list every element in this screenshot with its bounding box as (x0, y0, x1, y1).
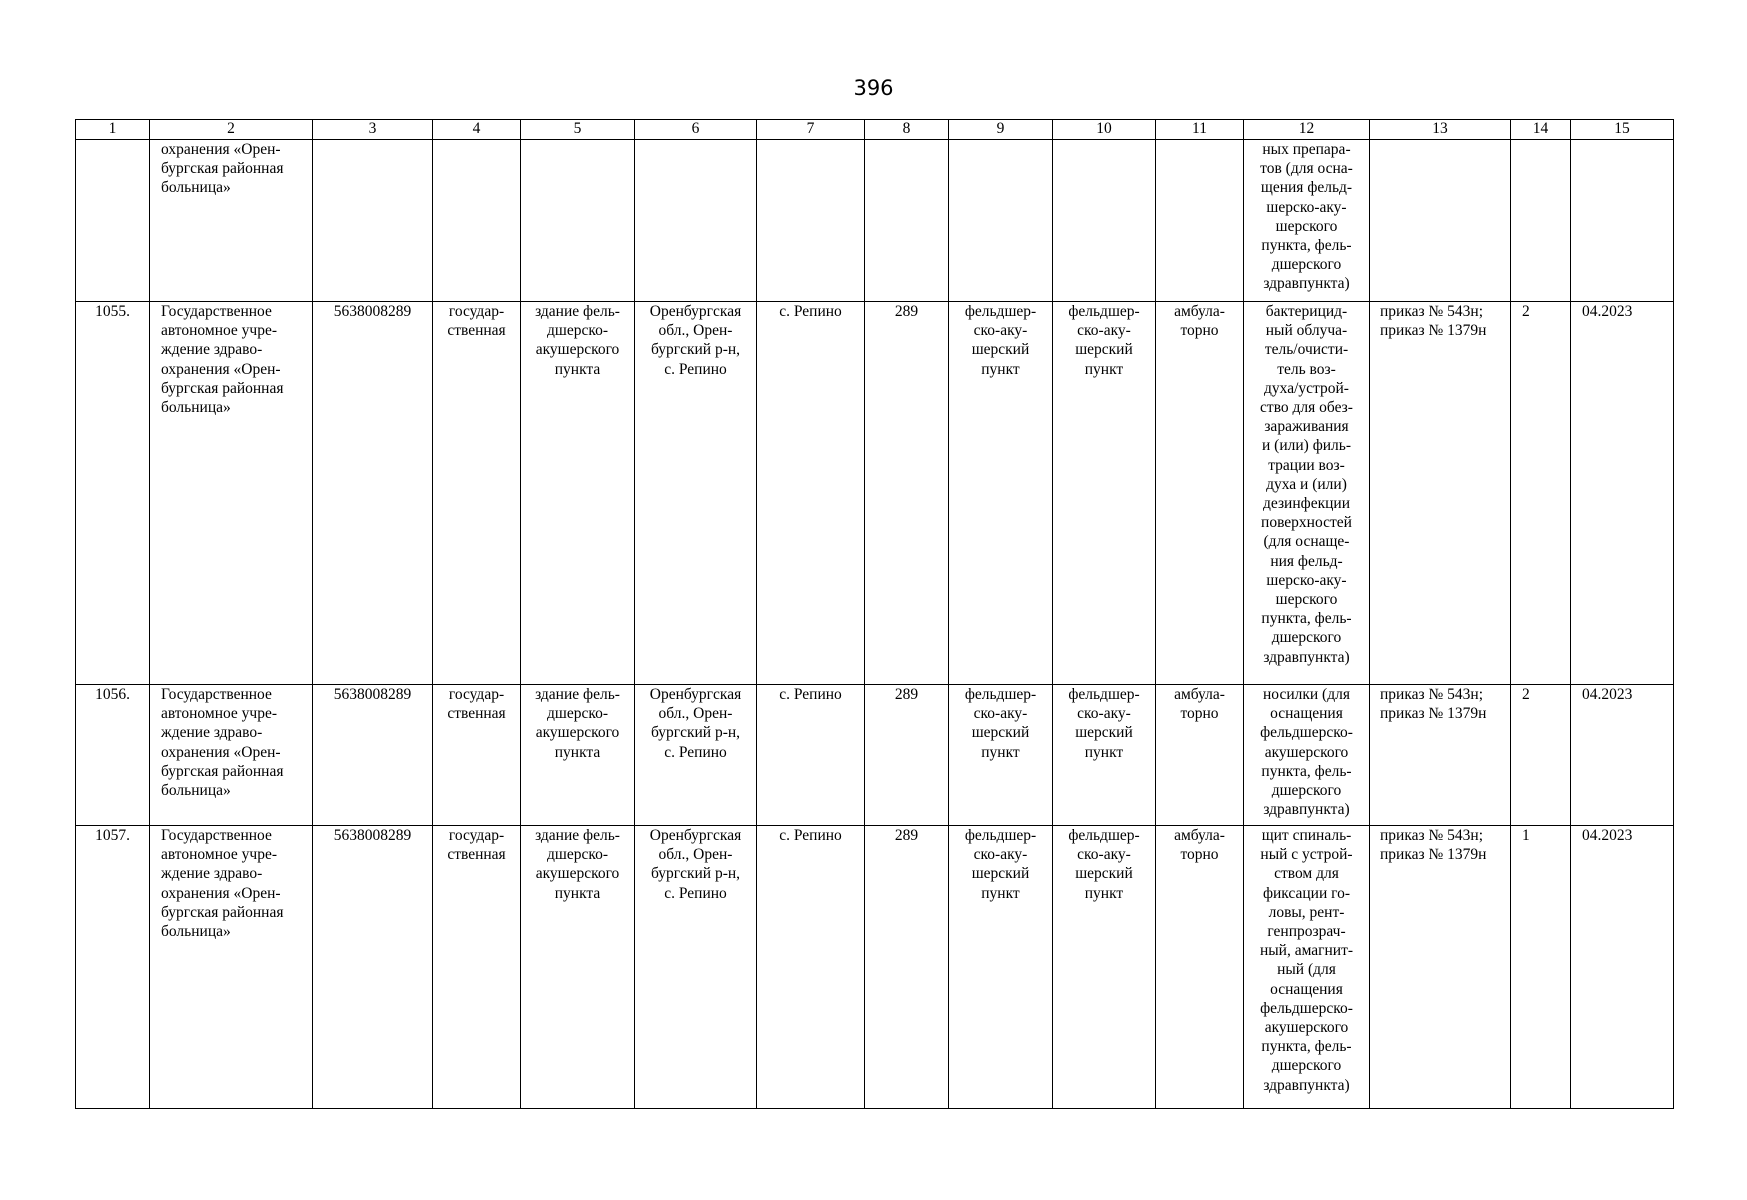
cell-text: здание фель- дшерско- акушерского пункта (535, 827, 620, 902)
column-header-2: 2 (150, 120, 313, 140)
cell-unit-type (949, 302, 1053, 685)
cell-date (1571, 140, 1674, 302)
cell-text: с. Репино (779, 303, 842, 320)
cell-organization (150, 302, 313, 685)
column-header-12: 12 (1244, 120, 1370, 140)
cell-care-condition (1156, 140, 1244, 302)
cell-text: 5638008289 (333, 686, 412, 703)
cell-text: фельдшер- ско-аку- шерский пункт (964, 827, 1037, 902)
cell-text: 2 (1522, 686, 1530, 703)
cell-code (865, 302, 949, 685)
cell-text: Оренбургская обл., Орен- бургский р-н, с. Репино (649, 686, 742, 761)
cell-organization (150, 826, 313, 1109)
cell-inn (313, 685, 433, 826)
cell-date (1571, 685, 1674, 826)
cell-text: здание фель- дшерско- акушерского пункта (535, 303, 620, 378)
cell-text: амбула- торно (1174, 827, 1225, 864)
cell-no (76, 685, 150, 826)
cell-order (1370, 685, 1511, 826)
column-header-9: 9 (949, 120, 1053, 140)
cell-text: 5638008289 (333, 827, 412, 844)
cell-unit-type (949, 140, 1053, 302)
cell-unit-name (1053, 302, 1156, 685)
cell-equipment (1244, 302, 1370, 685)
cell-code (865, 685, 949, 826)
cell-text: щит спиналь- ный с устрой- ством для фиксации го- ловы, рент- генпрозрач- ный, амагнит- ный (для оснащения фельдшерско- акушерского пункта, фель- дшерского здравпункта) (1259, 827, 1354, 1094)
cell-ownership (433, 826, 521, 1109)
cell-address (635, 826, 757, 1109)
column-header-14: 14 (1511, 120, 1571, 140)
cell-text: амбула- торно (1174, 303, 1225, 340)
column-header-6: 6 (635, 120, 757, 140)
cell-building (521, 302, 635, 685)
cell-text: фельдшер- ско-аку- шерский пункт (964, 303, 1037, 378)
cell-quantity (1511, 140, 1571, 302)
cell-text: 1057. (95, 827, 130, 844)
column-header-7: 7 (757, 120, 865, 140)
column-header-11: 11 (1156, 120, 1244, 140)
cell-care-condition (1156, 826, 1244, 1109)
cell-quantity (1511, 302, 1571, 685)
cell-locality (757, 685, 865, 826)
cell-organization (150, 685, 313, 826)
cell-text: фельдшер- ско-аку- шерский пункт (1068, 827, 1140, 902)
column-header-3: 3 (313, 120, 433, 140)
column-header-4: 4 (433, 120, 521, 140)
cell-building (521, 685, 635, 826)
cell-text: 1 (1522, 827, 1530, 844)
cell-unit-name (1053, 826, 1156, 1109)
cell-order (1370, 826, 1511, 1109)
cell-inn (313, 140, 433, 302)
cell-text: бактерицид- ный облуча- тель/очисти- тель воз- духа/устрой- ство для обез- зараживания и (или) филь- трации воз- духа и (или) дезинфекции поверхностей (для оснаще- ния фельд- шерско-аку- шерского пункта, фель- дшерского здравпункта) (1260, 303, 1353, 666)
table-body (76, 140, 1674, 1109)
cell-text: 2 (1522, 303, 1530, 320)
cell-text: приказ № 543н; приказ № 1379н (1380, 686, 1487, 723)
cell-address (635, 302, 757, 685)
cell-unit-name (1053, 685, 1156, 826)
cell-text: амбула- торно (1174, 686, 1225, 723)
cell-no (76, 826, 150, 1109)
cell-quantity (1511, 685, 1571, 826)
cell-inn (313, 302, 433, 685)
cell-text: здание фель- дшерско- акушерского пункта (535, 686, 620, 761)
cell-unit-type (949, 685, 1053, 826)
column-header-1: 1 (76, 120, 150, 140)
cell-text: Государственное автономное учре- ждение здраво- охранения «Орен- бургская районная больница» (161, 827, 284, 941)
cell-text: 04.2023 (1582, 686, 1633, 703)
cell-ownership (433, 140, 521, 302)
cell-building (521, 826, 635, 1109)
cell-care-condition (1156, 685, 1244, 826)
cell-equipment (1244, 685, 1370, 826)
cell-text: фельдшер- ско-аку- шерский пункт (1068, 303, 1140, 378)
cell-text: охранения «Орен- бургская районная больница» (161, 141, 284, 197)
cell-text: Государственное автономное учре- ждение здраво- охранения «Орен- бургская районная больница» (161, 686, 284, 800)
table-row (76, 826, 1674, 1109)
cell-text: 04.2023 (1582, 827, 1633, 844)
cell-text: государ- ственная (447, 686, 506, 723)
cell-text: Оренбургская обл., Орен- бургский р-н, с. Репино (649, 303, 742, 378)
cell-text: 289 (894, 686, 919, 703)
cell-equipment (1244, 826, 1370, 1109)
column-header-8: 8 (865, 120, 949, 140)
column-header-15: 15 (1571, 120, 1674, 140)
cell-locality (757, 826, 865, 1109)
cell-equipment (1244, 140, 1370, 302)
cell-code (865, 826, 949, 1109)
cell-unit-name (1053, 140, 1156, 302)
cell-no (76, 302, 150, 685)
cell-order (1370, 302, 1511, 685)
cell-inn (313, 826, 433, 1109)
cell-text: 289 (894, 827, 919, 844)
table-row (76, 685, 1674, 826)
cell-text: 1056. (95, 686, 130, 703)
cell-text: 5638008289 (333, 303, 412, 320)
column-header-5: 5 (521, 120, 635, 140)
cell-text: государ- ственная (447, 827, 506, 864)
cell-text: фельдшер- ско-аку- шерский пункт (964, 686, 1037, 761)
page-number: 396 (853, 76, 894, 100)
cell-text: Оренбургская обл., Орен- бургский р-н, с. Репино (649, 827, 742, 902)
cell-text: 289 (894, 303, 919, 320)
table-row (76, 302, 1674, 685)
cell-date (1571, 302, 1674, 685)
cell-date (1571, 826, 1674, 1109)
cell-no (76, 140, 150, 302)
registry-table (75, 119, 1674, 1109)
header-row (76, 120, 1674, 140)
table-row (76, 140, 1674, 302)
table-header (76, 120, 1674, 140)
cell-code (865, 140, 949, 302)
cell-text: государ- ственная (447, 303, 506, 340)
cell-text: Государственное автономное учре- ждение здраво- охранения «Орен- бургская районная больница» (161, 303, 284, 417)
cell-text: приказ № 543н; приказ № 1379н (1380, 303, 1487, 340)
cell-organization (150, 140, 313, 302)
cell-text: 1055. (95, 303, 130, 320)
cell-text: с. Репино (779, 827, 842, 844)
cell-unit-type (949, 826, 1053, 1109)
cell-quantity (1511, 826, 1571, 1109)
cell-ownership (433, 302, 521, 685)
cell-text: носилки (для оснащения фельдшерско- акушерского пункта, фель- дшерского здравпункта) (1260, 686, 1353, 819)
cell-locality (757, 140, 865, 302)
cell-text: ных препара- тов (для осна- щения фельд- шерско-аку- шерского пункта, фель- дшерского здравпункта) (1260, 141, 1353, 293)
cell-address (635, 685, 757, 826)
cell-text: фельдшер- ско-аку- шерский пункт (1068, 686, 1140, 761)
cell-text: 04.2023 (1582, 303, 1633, 320)
column-header-13: 13 (1370, 120, 1511, 140)
column-header-10: 10 (1053, 120, 1156, 140)
cell-text: с. Репино (779, 686, 842, 703)
cell-text: приказ № 543н; приказ № 1379н (1380, 827, 1487, 864)
cell-building (521, 140, 635, 302)
cell-locality (757, 302, 865, 685)
cell-address (635, 140, 757, 302)
cell-care-condition (1156, 302, 1244, 685)
cell-order (1370, 140, 1511, 302)
cell-ownership (433, 685, 521, 826)
